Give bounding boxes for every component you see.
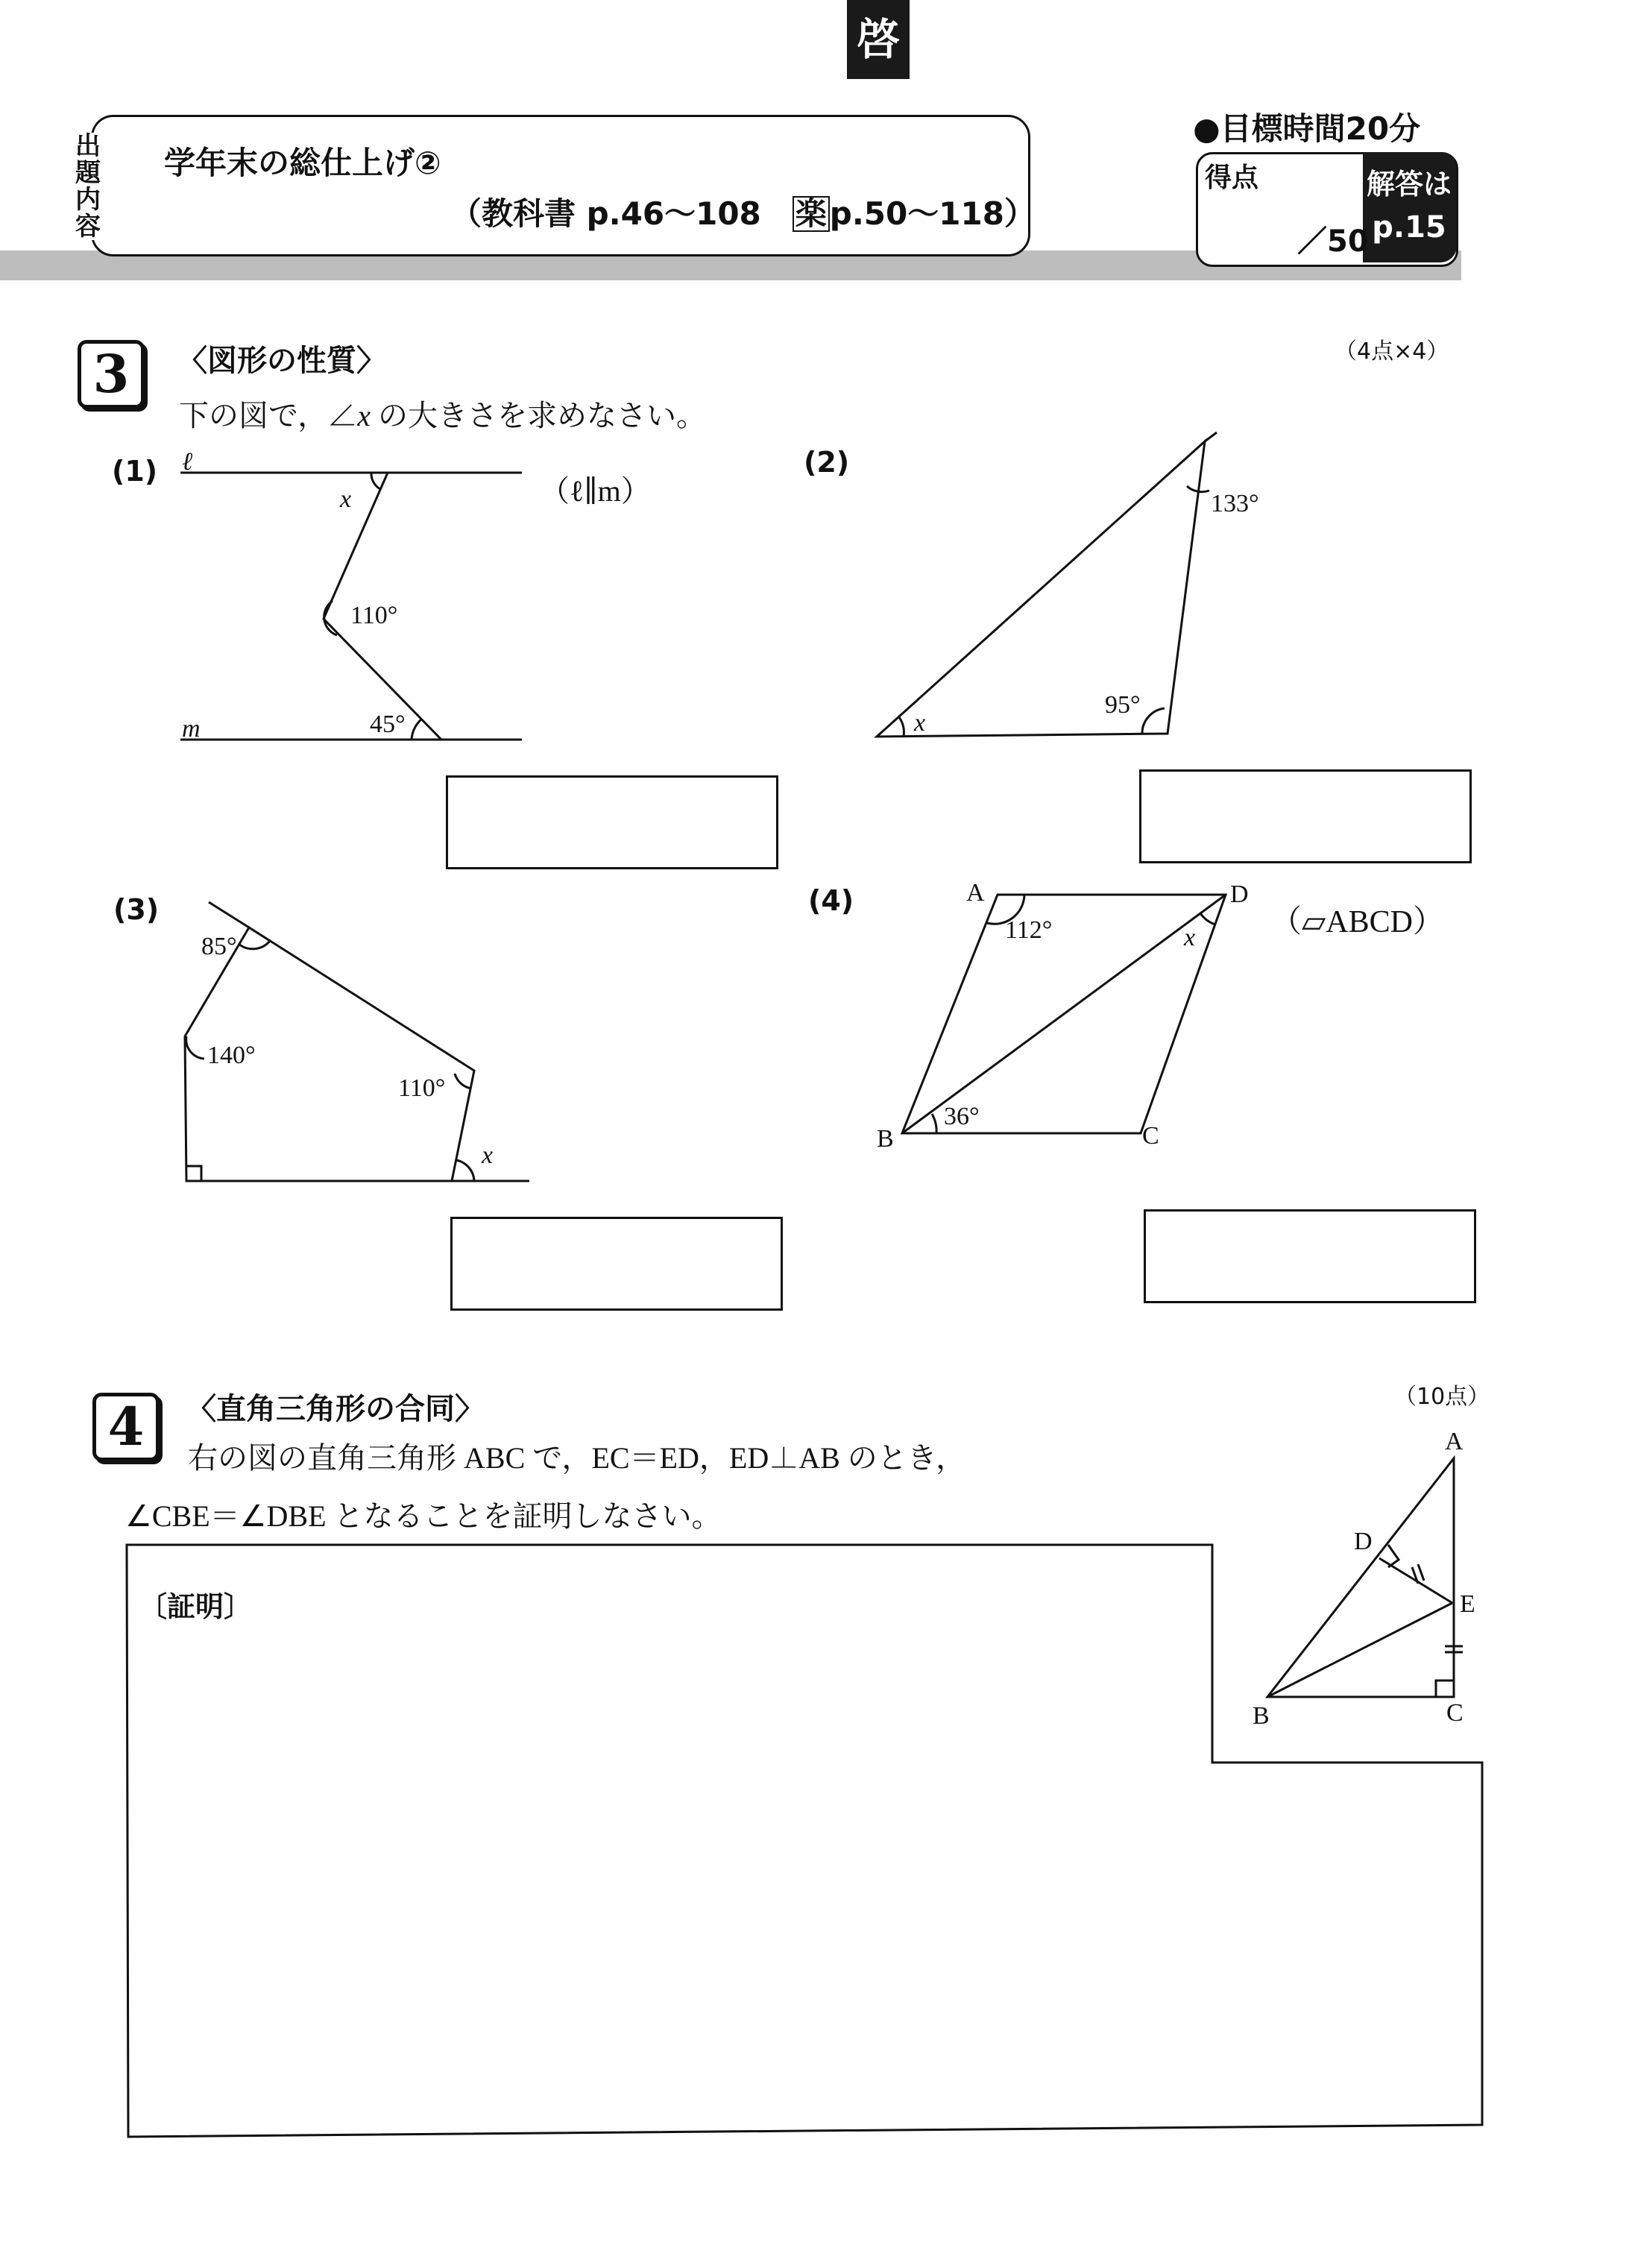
section-4-prompt-line1: 右の図の直角三角形 ABC で，EC＝ED，ED⊥AB のとき， (188, 1441, 966, 1475)
label-q4-B: B (877, 1125, 894, 1153)
section-4-number: 4 (92, 1393, 160, 1461)
arc-q1-45 (412, 719, 422, 740)
segment-be (1267, 1603, 1452, 1697)
answer-page: p.15 (1372, 210, 1446, 245)
question-4-number: (4) (808, 884, 854, 917)
label-B: B (1253, 1702, 1270, 1730)
section-3-points: （4点×4） (1335, 338, 1449, 365)
answer-box-1[interactable] (446, 775, 778, 869)
label-q1-110: 110° (350, 602, 398, 629)
arc-q2-x (899, 717, 904, 737)
label-q3-140: 140° (207, 1042, 256, 1069)
extension-q3-top (209, 902, 249, 927)
label-q2-133: 133° (1211, 490, 1259, 517)
right-angle-q3 (186, 1166, 201, 1181)
label-q4-note: （▱ABCD） (1270, 905, 1444, 939)
side-label: 出 題 内 容 (73, 133, 103, 240)
proof-label: 〔証明〕 (139, 1590, 253, 1623)
label-q4-D: D (1230, 881, 1249, 908)
question-2-number: (2) (804, 446, 850, 479)
label-l: ℓ (182, 448, 193, 476)
question-3-number: (3) (113, 893, 160, 926)
triangle-q2 (877, 441, 1205, 737)
label-q4-A: A (966, 879, 985, 907)
section-3-title: 〈図形の性質〉 (177, 344, 386, 378)
section-3-number: 3 (78, 340, 145, 409)
raku-badge: 楽 (793, 196, 830, 232)
label-q4-C: C (1142, 1122, 1159, 1150)
score-total: ／50 (1297, 224, 1369, 259)
label-q1-x: x (340, 485, 352, 513)
label-q3-110: 110° (398, 1074, 446, 1102)
answer-label: 解答は (1366, 168, 1452, 201)
label-q2-x: x (914, 709, 926, 737)
right-angle-c (1436, 1680, 1454, 1697)
label-q3-85: 85° (201, 933, 237, 960)
section-4-points: （10点） (1394, 1384, 1490, 1410)
arc-q3-85 (239, 941, 270, 949)
label-C: C (1446, 1699, 1464, 1727)
answer-box-4[interactable] (1144, 1209, 1476, 1303)
label-m: m (182, 715, 201, 743)
label-D: D (1354, 1528, 1373, 1555)
label-E: E (1460, 1590, 1475, 1618)
label-q4-x: x (1184, 924, 1196, 951)
page-title: 学年末の総仕上げ② (164, 145, 441, 181)
section-4-title: 〈直角三角形の合同〉 (186, 1392, 485, 1426)
label-q1-45: 45° (370, 711, 406, 738)
section-3-prompt: 下の図で，∠x の大きさを求めなさい。 (179, 399, 706, 432)
section-4-figure (1223, 1402, 1476, 1730)
tick-de-2 (1418, 1564, 1424, 1581)
arc-q3-x (456, 1160, 474, 1181)
arc-q4-x (1200, 913, 1215, 924)
label-A: A (1445, 1428, 1464, 1455)
label-q1-note: （ℓ∥m） (540, 474, 651, 508)
question-1-number: (1) (112, 455, 158, 488)
publisher-tag: 啓 (847, 0, 910, 79)
answer-box-2[interactable] (1139, 769, 1472, 863)
arc-q3-110 (455, 1074, 471, 1089)
arc-q2-95 (1142, 708, 1165, 734)
label-q4-36: 36° (944, 1103, 980, 1130)
label-q2-95: 95° (1105, 691, 1141, 719)
arc-q3-140 (186, 1036, 204, 1059)
arc-q1-x (371, 473, 380, 489)
extension-q2 (1205, 432, 1217, 441)
answer-box-3[interactable] (450, 1217, 783, 1311)
section-4-prompt-line2: ∠CBE＝∠DBE となることを証明しなさい。 (125, 1499, 722, 1533)
target-time: ●目標時間20分 (1193, 110, 1421, 147)
score-label: 得点 (1205, 163, 1259, 193)
label-q4-112: 112° (1005, 916, 1053, 944)
arc-q4-36 (932, 1114, 936, 1133)
page-subtitle: （教科書 p.46〜108 楽p.50〜118） (450, 195, 1036, 232)
triangle-abc (1267, 1458, 1454, 1697)
label-q3-x: x (482, 1141, 494, 1169)
